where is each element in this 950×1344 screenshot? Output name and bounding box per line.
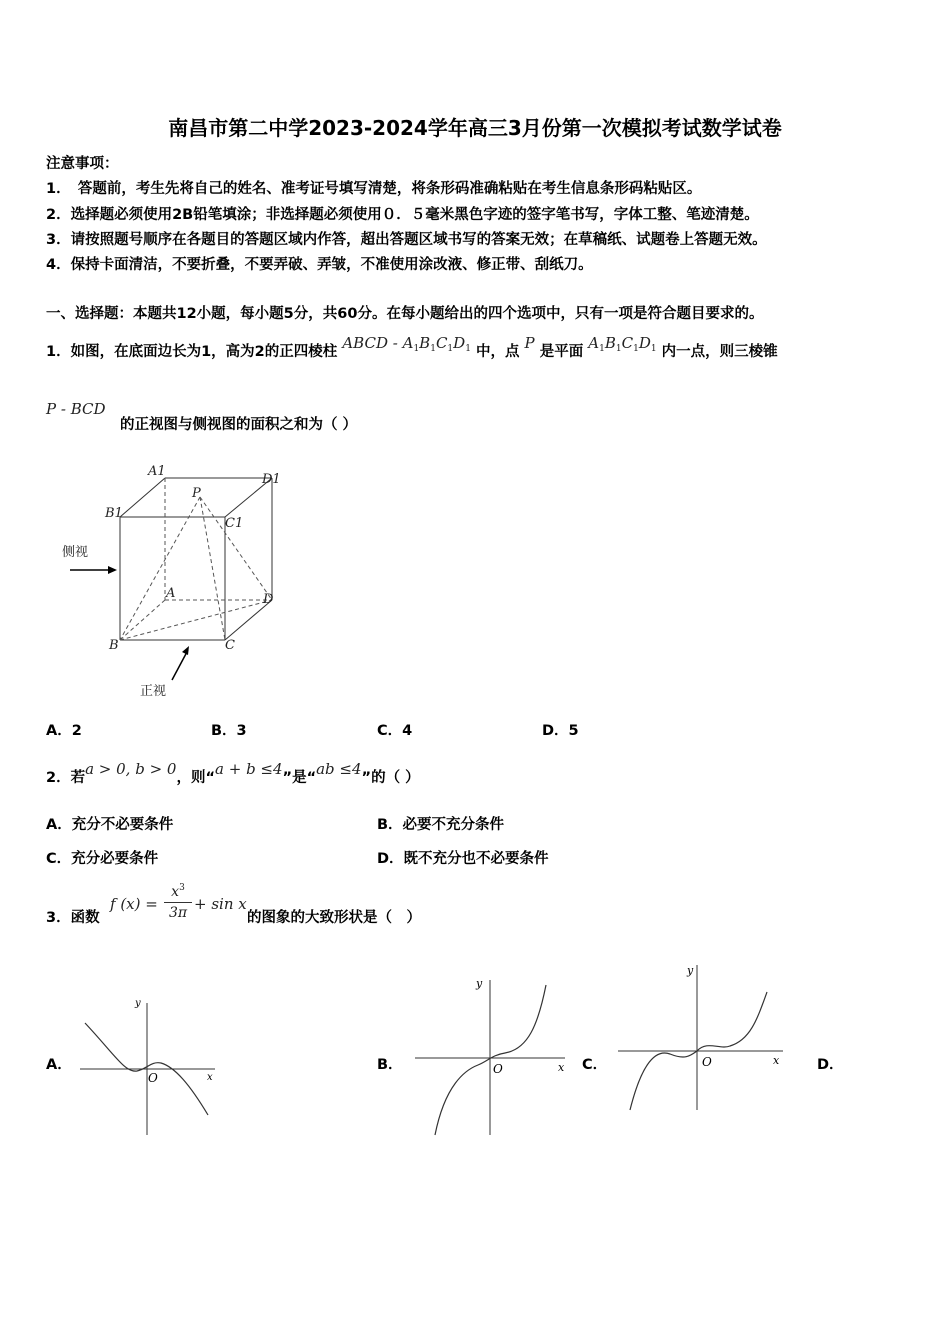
q1-prism-name [342,334,471,352]
q1-text-plane: 是平面 [539,344,584,360]
front-view-label: 正视 [140,684,167,699]
axis-y-label: y [135,998,141,1009]
q2-condition: a > 0, b > 0 [85,760,177,778]
q2-option-d[interactable]: D．既不充分也不必要条件 [377,851,549,867]
q1-stem: 1．如图，在底面边长为1，高为2的正四棱柱 [46,344,338,360]
prism-figure [60,455,300,705]
q1-letter: B [419,334,431,352]
axis-y-label: y [687,964,694,977]
q1-sub: 1 [430,344,436,354]
graph-c [615,960,790,1115]
fig-label: C [225,638,235,653]
q1-pyramid: P - BCD [46,400,106,418]
q3-option-a[interactable]: A． [46,1057,72,1073]
q1-text-end: 内一点，则三棱锥 [661,344,778,360]
q1-text [46,334,778,362]
q3-question-end: 的图象的大致形状是（ ） [247,910,421,926]
q2-option-a[interactable]: A．充分不必要条件 [46,817,174,833]
q1-letter: C [435,334,448,352]
q1-letter: A [402,334,414,352]
q1-prism-base: ABCD - [342,334,403,352]
q3-function: f (x) = [110,895,158,913]
origin-label: O [702,1055,712,1069]
fig-label: B1 [105,506,123,521]
q3-option-d[interactable]: D． [817,1057,844,1073]
q1-sub: 1 [447,344,454,354]
q3-option-b[interactable]: B． [377,1057,403,1073]
q2-cond1: a + b ≤4 [215,760,283,778]
q1-option-a[interactable]: A．2 [46,723,82,739]
q3-num-base: x [171,884,180,900]
q3-denominator: 3π [168,905,188,921]
q2-option-c[interactable]: C．充分必要条件 [46,851,159,867]
axis-x-label: x [558,1061,565,1074]
q3-stem: 3．函数 [46,910,100,926]
q3-sin: + sin x [194,895,247,913]
fig-label: B [109,638,119,653]
notice-item: 4．保持卡面清洁，不要折叠，不要弄破、弄皱，不准使用涂改液、修正带、刮纸刀。 [46,257,593,273]
fig-label: C1 [225,516,244,531]
origin-label: O [148,1071,158,1085]
notice-item: 2．选择题必须使用2B铅笔填涂；非选择题必须使用０．５毫米黑色字迹的签字笔书写，字体工整、笔迹清楚。 [46,207,759,223]
origin-label: O [493,1062,503,1076]
axis-y-label: y [476,977,483,990]
side-view-label: 侧视 [62,545,89,560]
q2-end: ”的（ ） [361,770,420,786]
q3-fraction [164,880,192,921]
page-title: 南昌市第二中学2023-2024学年高三3月份第一次模拟考试数学试卷 [168,116,782,140]
fig-label: D [263,592,274,607]
graph-a [75,995,225,1140]
q1-question-end: 的正视图与侧视图的面积之和为（ ） [120,417,358,433]
fig-label: A [166,586,176,601]
axis-x-label: x [207,1072,213,1083]
q2-is: ”是“ [282,770,317,786]
fig-label: P [192,486,201,501]
q3-num-exp: 3 [179,883,185,893]
q2-cond2: ab ≤4 [316,760,362,778]
q1-option-d[interactable]: D．5 [542,723,579,739]
q1-letter: D [453,334,466,352]
q2-then: ，则“ [176,770,216,786]
q2-stem: 2．若 [46,770,86,786]
graph-b [410,975,575,1140]
notice-item: 1． 答题前，考生先将自己的姓名、准考证号填写清楚，将条形码准确粘贴在考生信息条形码粘贴区。 [46,181,702,197]
q3-option-c[interactable]: C． [582,1057,608,1073]
axis-x-label: x [773,1054,780,1067]
fig-label: D1 [262,472,281,487]
q1-point-p: P [524,334,535,352]
q3-numerator [164,880,192,900]
fig-label: A1 [148,464,166,479]
q2-text [46,760,420,787]
q2-option-b[interactable]: B．必要不充分条件 [377,817,505,833]
notice-heading: 注意事项： [46,156,119,172]
section-heading: 一、选择题：本题共12小题，每小题5分，共60分。在每小题给出的四个选项中，只有一项是符合题目要求的。 [46,306,764,322]
q1-plane-name: $A_1B_1C_1D_1$ [588,334,657,354]
q1-text-mid: 中，点 [475,344,520,360]
q1-sub: 1 [413,344,420,354]
notice-item: 3．请按照题号顺序在各题目的答题区域内作答，超出答题区域书写的答案无效；在草稿纸、试题卷上答题无效。 [46,232,767,248]
q1-sub: 1 [465,344,471,354]
q1-option-b[interactable]: B．3 [211,723,247,739]
q1-option-c[interactable]: C．4 [377,723,413,739]
